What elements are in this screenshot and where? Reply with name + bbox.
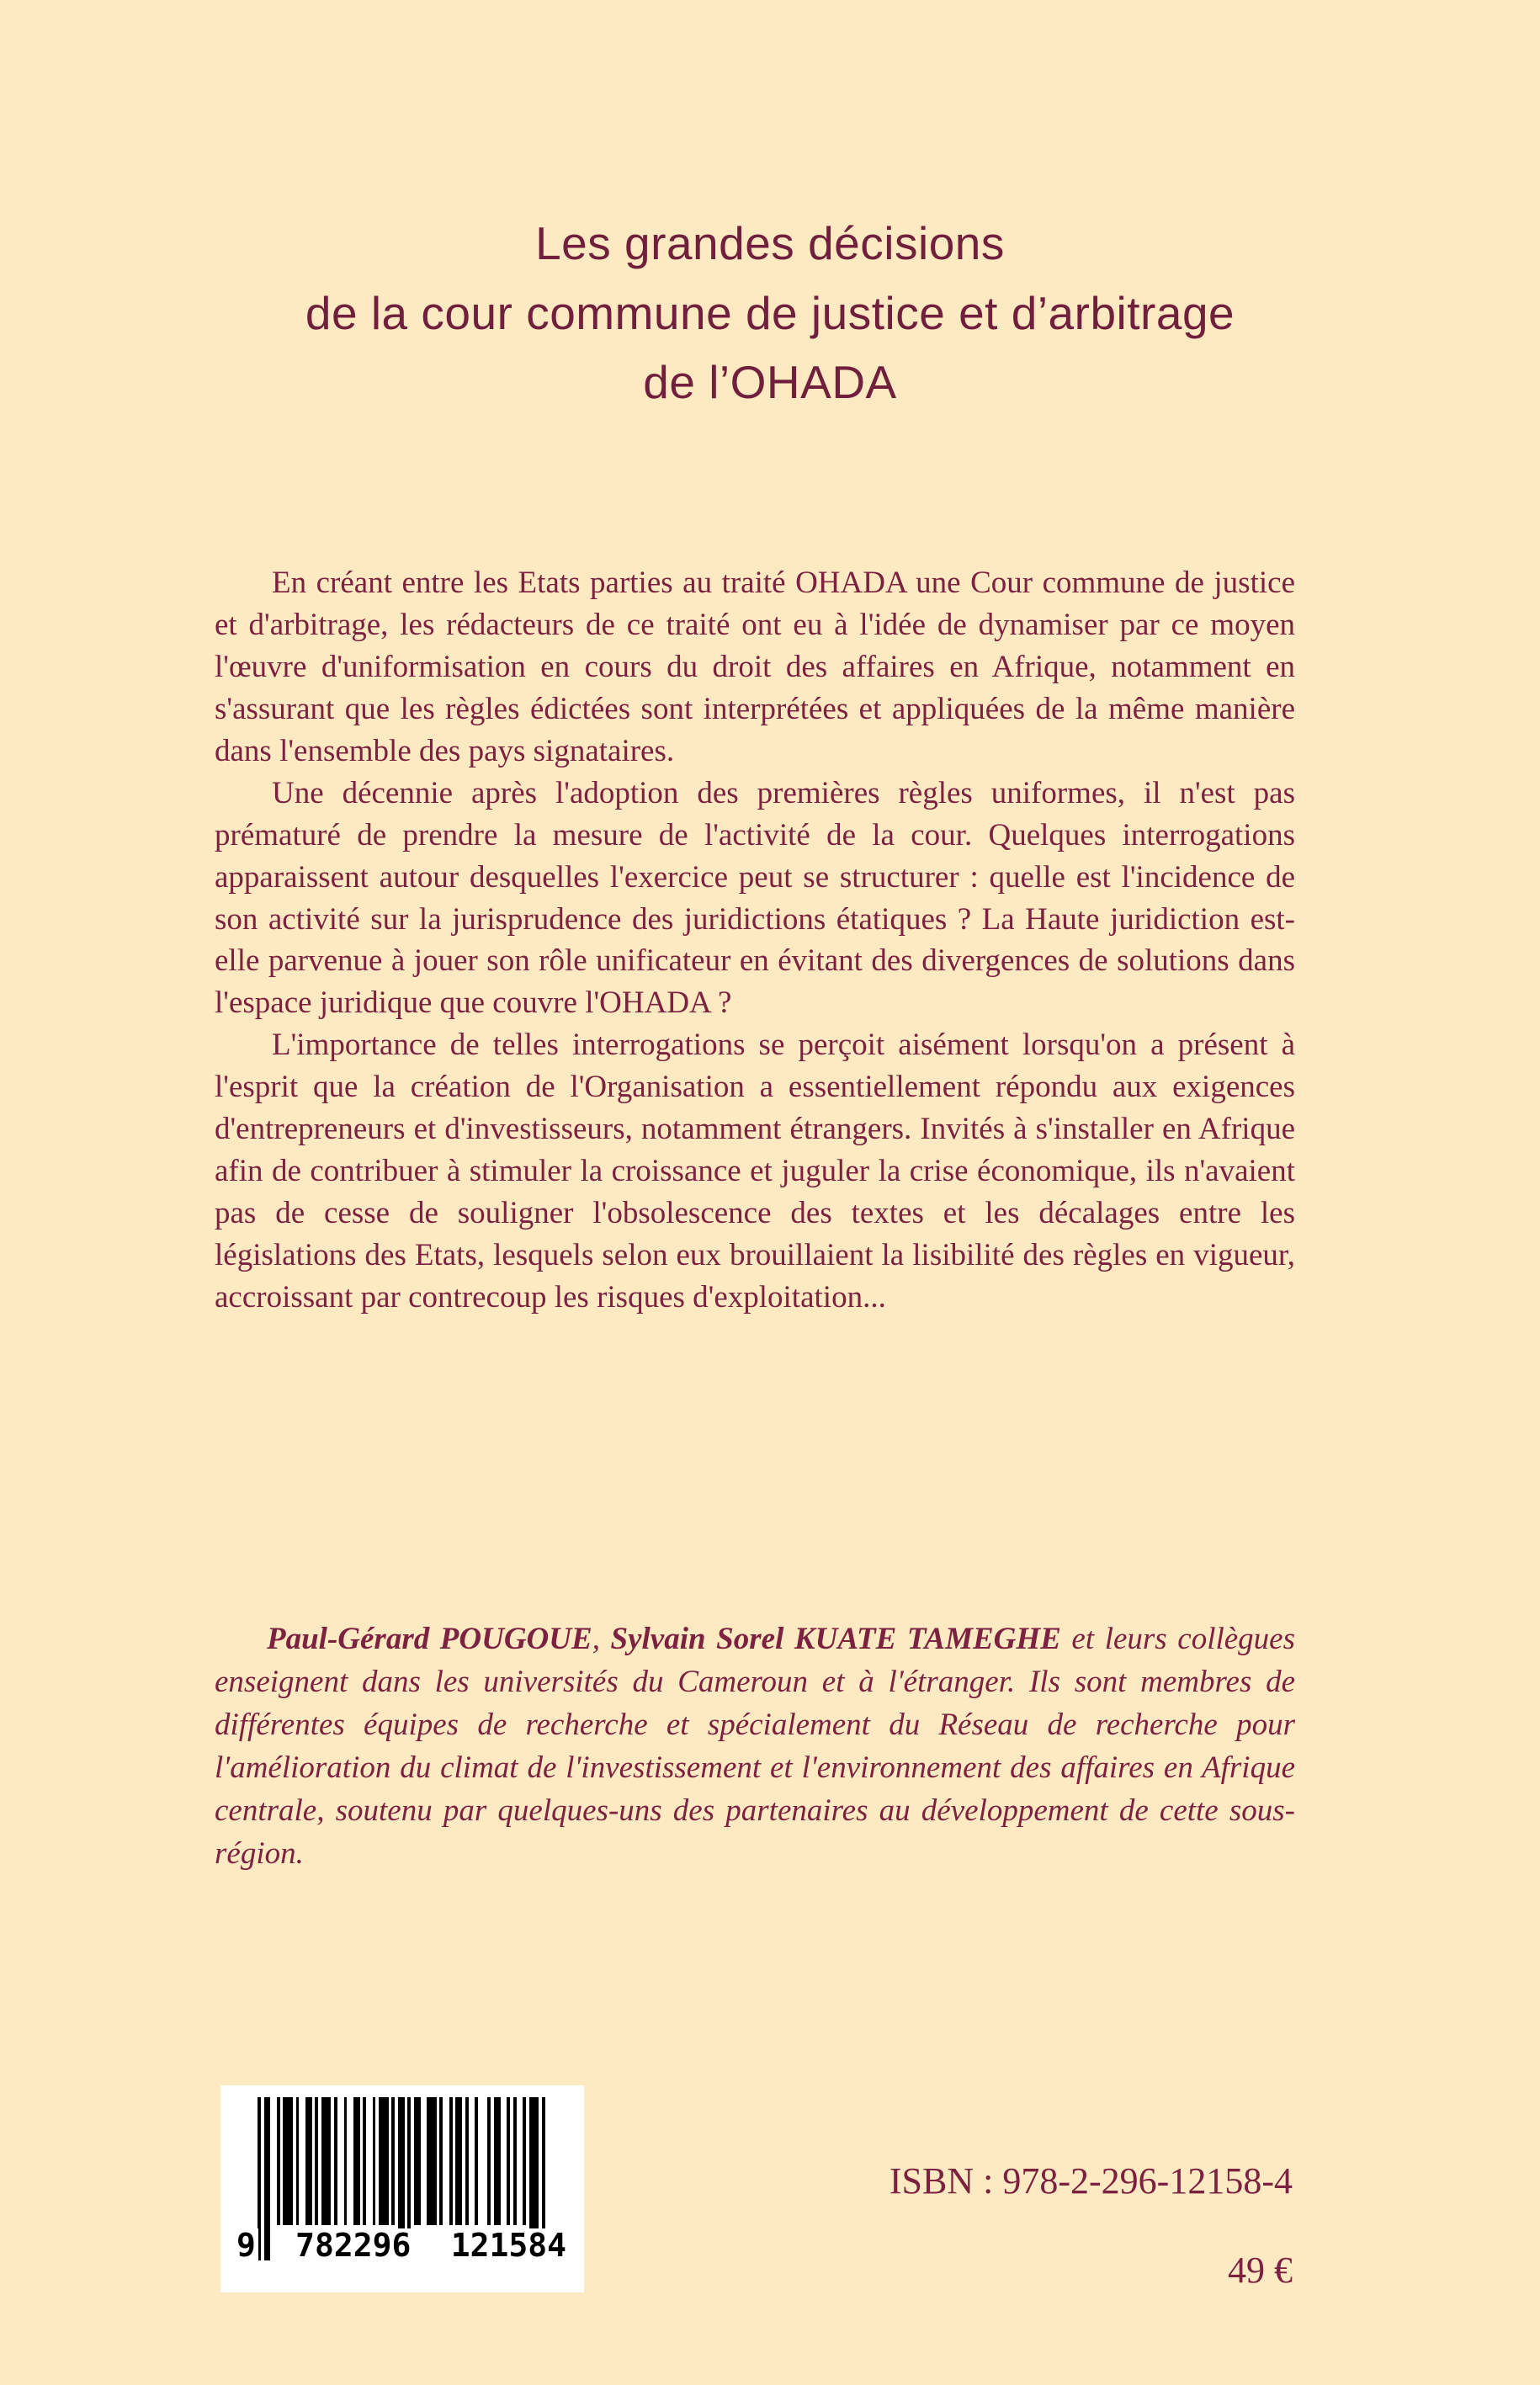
author-name-separator: ,: [592, 1622, 611, 1656]
barcode-inner: [234, 2097, 571, 2286]
author-name-2: Sylvain Sorel KUATE TAMEGHE: [610, 1622, 1061, 1656]
book-title-line-3: de l’OHADA: [643, 356, 897, 408]
isbn-text: ISBN : 978-2-296-12158-4: [889, 2160, 1293, 2202]
summary-paragraph-2: Une décennie après l'adoption des premières règles uniformes, il n'est pas prématuré de prendre la mesure de l'activité de la cour. Quelques interrogations apparaissent autour desquelles l'exercice peut se structurer : quelle est l'incidence de son activité sur la jurisprudence des juridictions étatiques ? La Haute juridiction est-elle parvenue à jouer son rôle unificateur en évitant des divergences de solutions dans l'espace juridique que couvre l'OHADA ?: [215, 775, 1295, 1021]
authors-bio: [215, 1617, 1295, 1875]
book-title-line-1: Les grandes décisions: [535, 217, 1005, 269]
authors-bio-paragraph: [215, 1617, 1295, 1875]
author-name-1: Paul-Gérard POUGOUE: [267, 1622, 592, 1656]
authors-bio-text: et leurs collègues enseignent dans les universités du Cameroun et à l'étranger. Ils sont membres de différentes équipes de recherche et spécialement du Réseau de recherche pour l'amélioration du climat de l'investissement et l'environnement des affaires en Afrique centrale, soutenu par quelques-uns des partenaires au développement de cette sous-région.: [215, 1622, 1295, 1872]
price-text: 49 €: [1228, 2250, 1293, 2291]
barcode-group-2: 121584: [449, 2228, 569, 2264]
barcode-number: [234, 2228, 569, 2264]
barcode: [220, 2085, 584, 2292]
barcode-group-1: 782296: [293, 2228, 413, 2264]
book-title-line-2: de la cour commune de justice et d’arbitrage: [305, 286, 1235, 339]
summary-paragraph-3: L'importance de telles interrogations se perçoit aisément lorsqu'on a présent à l'esprit que la création de l'Organisation a essentiellement répondu aux exigences d'entrepreneurs et d'investisseurs, notamment étrangers. Invités à s'installer en Afrique afin de contribuer à stimuler la croissance et juguler la crise économique, ils n'avaient pas de cesse de souligner l'obsolescence des textes et les décalages entre les législations des Etats, lesquels selon eux brouillaient la lisibilité des règles en vigueur, accroissant par contrecoup les risques d'exploitation...: [215, 1028, 1295, 1315]
summary-paragraph-1: En créant entre les Etats parties au traité OHADA une Cour commune de justice et d'arbitrage, les rédacteurs de ce traité ont eu à l'idée de dynamiser par ce moyen l'œuvre d'uniformisation en cours du droit des affaires en Afrique, notamment en s'assurant que les règles édictées sont interprétées et appliquées de la même manière dans l'ensemble des pays signataires.: [215, 566, 1295, 768]
back-cover-summary: [215, 562, 1295, 1319]
book-title: [0, 209, 1540, 417]
barcode-lead-digit: 9: [234, 2228, 258, 2264]
